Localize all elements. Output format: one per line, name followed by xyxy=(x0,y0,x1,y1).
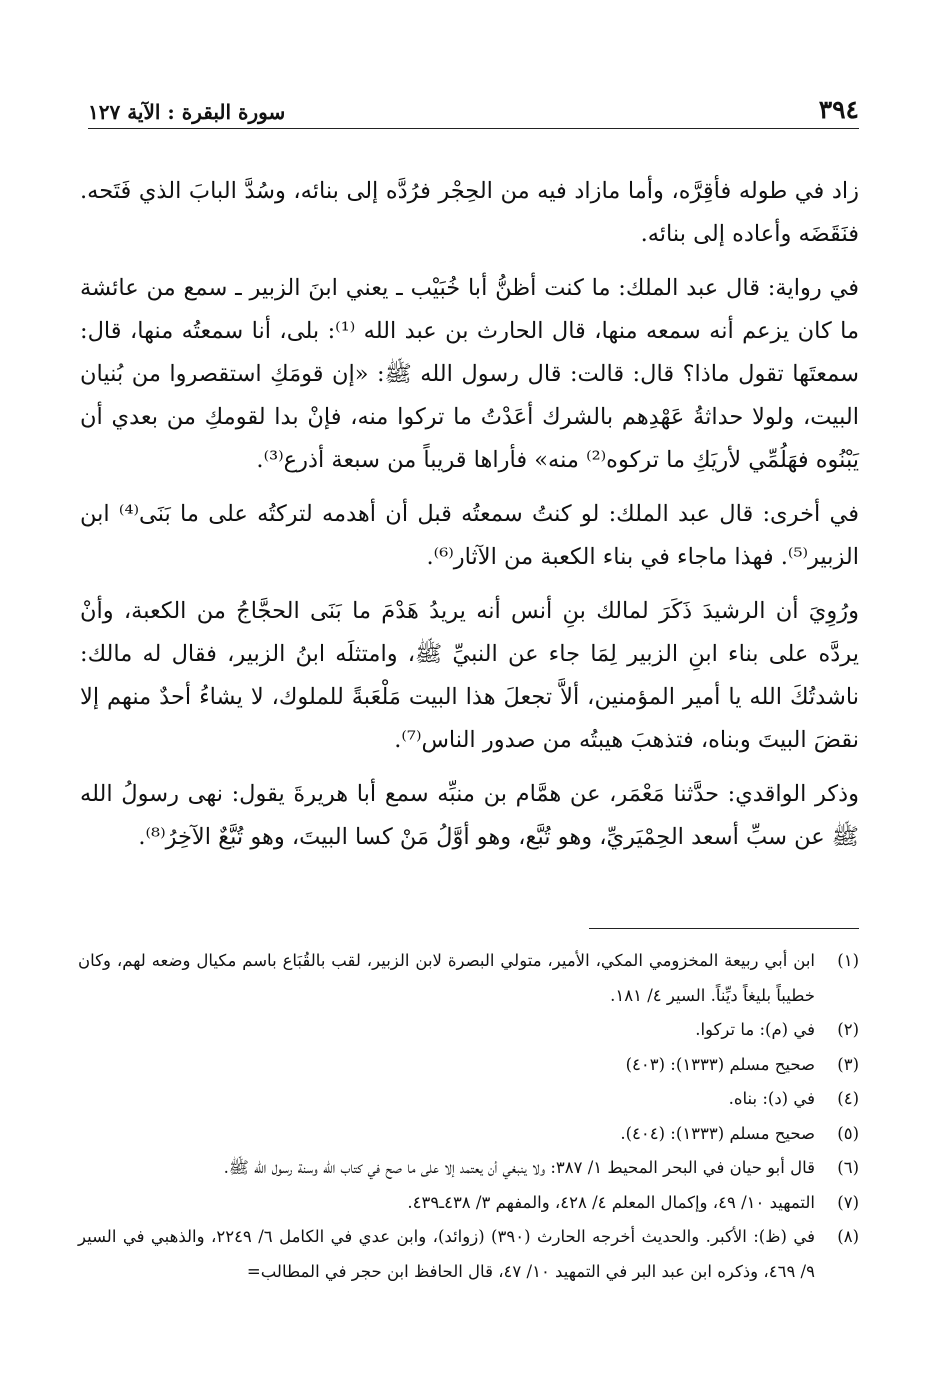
footnote-text: في (م): ما تركوا. xyxy=(695,1020,815,1039)
paragraph: في أخرى: قال عبد الملك: لو كنتُ سمعتُه قبل أن أهدمه لتركتُه على ما بَنَى⁽⁴⁾ ابن الزبير⁽⁵⁾. فهذا ماجاء في بناء الكعبة من الآثار⁽⁶⁾. xyxy=(80,501,859,570)
footnote xyxy=(78,1151,859,1186)
page-header xyxy=(88,88,859,129)
footnote-text: صحيح مسلم (١٣٣٣): (٤٠٣) xyxy=(625,1054,815,1074)
footnote xyxy=(78,1220,859,1289)
footnote-number: (٢) xyxy=(837,1020,859,1039)
footnote xyxy=(78,1013,859,1048)
footnote-number: (٤) xyxy=(837,1089,859,1108)
footnote-divider xyxy=(589,928,859,929)
footnote xyxy=(78,1048,859,1083)
footnote-number: (٥) xyxy=(837,1123,859,1143)
paragraph: ورُوِيَ أن الرشيدَ ذَكَرَ لمالك بنِ أنس أنه يريدُ هَدْمَ ما بَنَى الحجَّاجُ من الكعبة، وأنْ يردَّه على بناء ابنِ الزبير لِمَا جاء عن النبيِّ ﷺ، وامتثلَه ابنُ الزبير، فقال له مالك: ناشدتُكَ الله يا أمير المؤمنين، ألاَّ تجعلَ هذا البيت مَلْعَبةً للملوك، لا يشاءُ أحدٌ منهم إلا نقضَ البيتَ وبناه، فتذهبَ هيبتُه من صدور الناس⁽⁷⁾. xyxy=(80,598,859,753)
footnotes xyxy=(78,944,859,1289)
footnote xyxy=(78,1082,859,1117)
paragraph: في رواية: قال عبد الملك: ما كنت أظنُّ أبا خُبَيْب ـ يعني ابنَ الزبير ـ سمع من عائشة ما كان يزعم أنه سمعه منها، قال الحارث بن عبد الله ⁽¹⁾: بلى، أنا سمعتُه منها، قال: سمعتَها تقول ماذا؟ قال: قالت: قال رسول الله ﷺ: «إن قومَكِ استقصروا من بُنيان البيت، ولولا حداثةُ عَهْدِهم بالشرك أعَدْتُ ما تركوا منه، فإنْ بدا لقومكِ من بعدي أن يَبْنُوه فهَلُمِّي لأريَكِ ما تركوه⁽²⁾ منه» فأراها قريباً من سبعة أذرع⁽³⁾. xyxy=(80,275,860,473)
paragraph: زاد في طوله فأقِرَّه، وأما مازاد فيه من الحِجْر فرُدَّه إلى بنائه، وسُدَّ البابَ الذي فَتَحه. فنَقَضَه وأعاده إلى بنائه. xyxy=(80,178,859,247)
footnote-text: صحيح مسلم (١٣٣٣): (٤٠٤). xyxy=(620,1123,815,1143)
footnote-text: في (ظ): الأكبر. والحديث أخرجه الحارث (٣٩٠) (زوائد)، وابن عدي في الكامل ٦/ ٢٢٤٩، والذهبي في السير ٩/ ٤٦٩، وذكره ابن عبد البر في التمهيد ١٠/ ٤٧، قال الحافظ ابن حجر في المطالب= xyxy=(78,1227,816,1281)
footnote-text: قال أبو حيان في البحر المحيط ١/ ٣٨٧: ولا ينبغي أن يعتمد إلا على ما صح في كتاب الله وسنة رسول الله ﷺ. xyxy=(223,1158,815,1177)
footnote xyxy=(78,1186,859,1221)
footnote-number: (٨) xyxy=(837,1227,859,1246)
footnote-number: (٣) xyxy=(837,1054,859,1074)
footnote-number: (١) xyxy=(837,951,859,970)
footnote-number: (٧) xyxy=(837,1192,859,1212)
footnote-text: التمهيد ١٠/ ٤٩، وإكمال المعلم ٤/ ٤٢٨، والمفهم ٣/ ٤٣٨ـ٤٣٩. xyxy=(407,1192,815,1212)
running-title: سورة البقرة : الآية ١٢٧ xyxy=(88,100,286,124)
page-number: ٣٩٤ xyxy=(818,95,859,124)
footnote xyxy=(78,1117,859,1152)
footnote-number: (٦) xyxy=(837,1158,859,1177)
paragraph: وذكر الواقدي: حدَّثنا مَعْمَر، عن همَّام بن منبِّه سمع أبا هريرةَ يقول: نهى رسولُ الله ﷺ عن سبِّ أسعد الحِمْيَريِّ، وهو تُبَّع، وهو أوَّلُ مَنْ كسا البيتَ، وهو تُبَّعٌ الآخِرُ⁽⁸⁾. xyxy=(80,781,859,850)
footnote xyxy=(78,944,859,1013)
main-text xyxy=(80,170,859,870)
footnote-text: ابن أبي ربيعة المخزومي المكي، الأمير، متولي البصرة لابن الزبير، لقب بالقُبَاع باسم مكيال وضعه لهم، وكان خطيباً بليغاً ديِّناً. السير ٤/ ١٨١. xyxy=(78,951,815,1005)
footnote-text: في (د): بناه. xyxy=(728,1089,815,1108)
